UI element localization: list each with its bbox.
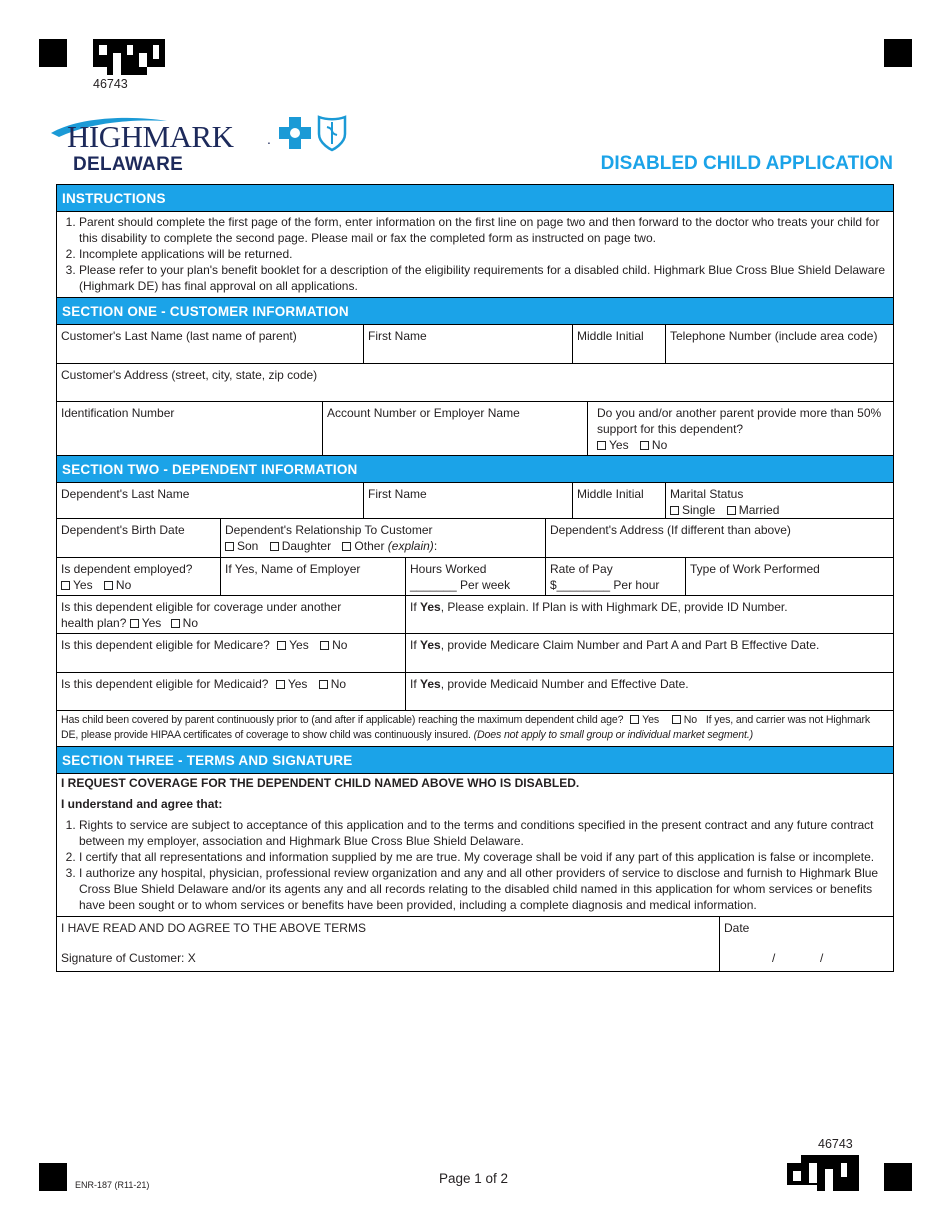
hours-worked-field[interactable]: Hours Worked _______ Per week — [406, 558, 546, 595]
understand-heading: I understand and agree that: — [61, 797, 223, 811]
medicare-yes-checkbox[interactable] — [277, 641, 286, 650]
son-checkbox[interactable] — [225, 542, 234, 551]
customer-middle-initial-field[interactable]: Middle Initial — [573, 325, 666, 363]
section-one-header: SECTION ONE - CUSTOMER INFORMATION — [57, 298, 893, 325]
married-checkbox[interactable] — [727, 506, 736, 515]
employed-yes-checkbox[interactable] — [61, 581, 70, 590]
registration-mark-top-left — [39, 39, 67, 67]
barcode-top — [93, 39, 165, 75]
form-title: DISABLED CHILD APPLICATION — [600, 153, 893, 174]
account-number-field[interactable]: Account Number or Employer Name — [323, 402, 588, 455]
medicare-no-checkbox[interactable] — [320, 641, 329, 650]
blue-cross-icon — [278, 116, 312, 150]
coverage-request: I REQUEST COVERAGE FOR THE DEPENDENT CHILD NAMED ABOVE WHO IS DISABLED. — [61, 776, 580, 790]
blue-shield-icon — [317, 114, 347, 152]
registration-mark-top-right — [884, 39, 912, 67]
instruction-item: 1. Parent should complete the first page of the form, enter information on the first line on page two and then forward to the doctor who treats your child for this disability to complete the second page. Please mail or fax the completed form as instructed on page two. — [79, 214, 889, 246]
medicare-explain-field[interactable]: If Yes, provide Medicare Claim Number and Part A and Part B Effective Date. — [410, 638, 820, 652]
dependent-last-name-field[interactable]: Dependent's Last Name — [57, 483, 364, 518]
medicaid-question: Is this dependent eligible for Medicaid? Yes No — [57, 673, 406, 710]
other-coverage-yes-checkbox[interactable] — [130, 619, 139, 628]
continuous-yes-checkbox[interactable] — [630, 715, 639, 724]
support-no-checkbox[interactable] — [640, 441, 649, 450]
dependent-relationship: Dependent's Relationship To Customer Son Daughter Other (explain): — [221, 519, 546, 557]
support-question: Do you and/or another parent provide more than 50% support for this dependent? Yes No — [597, 406, 882, 452]
dependent-address-field[interactable]: Dependent's Address (If different than above) — [550, 523, 791, 537]
instructions-list — [61, 214, 889, 294]
doc-number-top: 46743 — [93, 77, 128, 91]
single-checkbox[interactable] — [670, 506, 679, 515]
barcode-bottom — [787, 1155, 859, 1191]
instructions-header: INSTRUCTIONS — [57, 185, 893, 212]
registration-mark-bottom-left — [39, 1163, 67, 1191]
form-code: ENR-187 (R11-21) — [75, 1180, 150, 1190]
identification-number-field[interactable]: Identification Number — [57, 402, 323, 455]
section-two-header: SECTION TWO - DEPENDENT INFORMATION — [57, 456, 893, 483]
employed-no-checkbox[interactable] — [104, 581, 113, 590]
highmark-logo — [49, 113, 359, 179]
customer-address-field[interactable]: Customer's Address (street, city, state, zip code) — [61, 368, 318, 382]
other-checkbox[interactable] — [342, 542, 351, 551]
term-item: 1. Rights to service are subject to acceptance of this application and to the terms and conditions specified in the present contract and any future contract between my employer, association and Highmark Blue Cross Blue Shield Delaware. — [79, 817, 889, 849]
registration-mark-bottom-right — [884, 1163, 912, 1191]
customer-first-name-field[interactable]: First Name — [364, 325, 573, 363]
terms-list — [61, 817, 889, 913]
rate-of-pay-field[interactable]: Rate of Pay $________ Per hour — [546, 558, 686, 595]
other-coverage-no-checkbox[interactable] — [171, 619, 180, 628]
logo-brand: HIGHMARK — [67, 119, 234, 154]
other-coverage-explain-field[interactable]: If Yes, Please explain. If Plan is with Highmark DE, provide ID Number. — [410, 600, 788, 614]
employer-name-field[interactable]: If Yes, Name of Employer — [221, 558, 406, 595]
type-of-work-field[interactable]: Type of Work Performed — [690, 562, 820, 576]
section-three-header: SECTION THREE - TERMS AND SIGNATURE — [57, 747, 893, 774]
daughter-checkbox[interactable] — [270, 542, 279, 551]
medicaid-explain-field[interactable]: If Yes, provide Medicaid Number and Effective Date. — [410, 677, 689, 691]
continuous-coverage-question: Has child been covered by parent continuously prior to (and after if applicable) reaching the maximum dependent child age? Yes No If yes, and carrier was not Highmark DE, please provide HIPAA certificates of coverage to show child was continuously insured. (Does not apply to small group or individual market segment.) — [61, 714, 871, 741]
instruction-item: 3. Please refer to your plan's benefit booklet for a description of the eligibility requirements for a disabled child. Highmark Blue Cross Blue Shield Delaware (Highmark DE) has final approval on all applications. — [79, 262, 889, 294]
continuous-no-checkbox[interactable] — [672, 715, 681, 724]
customer-last-name-field[interactable]: Customer's Last Name (last name of parent) — [57, 325, 364, 363]
medicaid-no-checkbox[interactable] — [319, 680, 328, 689]
dependent-middle-initial-field[interactable]: Middle Initial — [573, 483, 666, 518]
dependent-employed: Is dependent employed? Yes No — [57, 558, 221, 595]
marital-status: Marital Status Single Married — [670, 487, 780, 517]
customer-telephone-field[interactable]: Telephone Number (include area code) — [670, 329, 878, 343]
date-field[interactable]: Date / / — [724, 921, 824, 965]
term-item: 2. I certify that all representations and information supplied by me are true. My coverage shall be void if any part of this application is false or incomplete. — [79, 849, 889, 865]
doc-number-bottom: 46743 — [818, 1137, 853, 1151]
other-coverage-question: Is this dependent eligible for coverage under another health plan? Yes No — [57, 596, 406, 633]
dependent-birth-date-field[interactable]: Dependent's Birth Date — [57, 519, 221, 557]
signature-field[interactable]: I HAVE READ AND DO AGREE TO THE ABOVE TERMS Signature of Customer: X — [57, 917, 720, 971]
instruction-item: 2. Incomplete applications will be returned. — [79, 246, 889, 262]
logo-reg: . — [267, 131, 271, 147]
instructions-body — [57, 212, 893, 298]
dependent-first-name-field[interactable]: First Name — [364, 483, 573, 518]
terms-body — [57, 774, 893, 916]
application-form — [56, 184, 894, 972]
support-yes-checkbox[interactable] — [597, 441, 606, 450]
medicare-question: Is this dependent eligible for Medicare? Yes No — [57, 634, 406, 672]
term-item: 3. I authorize any hospital, physician, professional review organization and any and all other providers of service to disclose and furnish to Highmark Blue Cross Blue Shield Delaware and/or its agents any and all records relating to the disabled child named in this application for whom services or benefits have been sought or to whom services or benefits have been provided, including a complete diagnosis and medical information. — [79, 865, 889, 913]
medicaid-yes-checkbox[interactable] — [276, 680, 285, 689]
logo-region: DELAWARE — [73, 154, 184, 175]
page-number: Page 1 of 2 — [439, 1171, 509, 1186]
